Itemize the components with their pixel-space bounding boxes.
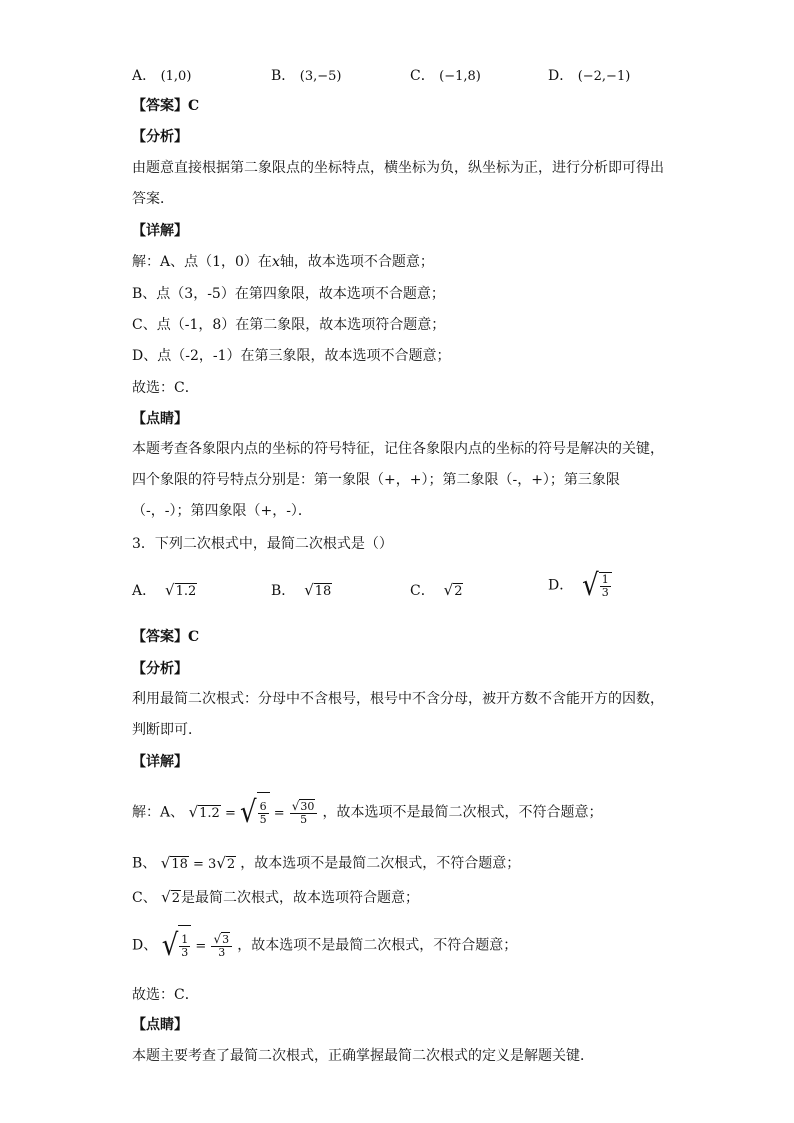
equation-c: √2 xyxy=(161,888,181,906)
detail-text: C、 xyxy=(132,890,157,906)
q2-analysis-text: 由题意直接根据第二象限点的坐标特点，横坐标为负，纵坐标为正，进行分析即可得出答案． xyxy=(132,160,664,207)
detail-text: ，故本选项不是最简二次根式，不符合题意； xyxy=(240,855,521,872)
q3-analysis-heading: 【分析】 xyxy=(132,661,188,677)
q2-detail-b: B、点（3，-5）在第四象限，故本选项不合题意； xyxy=(132,286,445,302)
denominator: 3 xyxy=(218,946,226,959)
q2-detail-d: D、点（-2，-1）在第三象限，故本选项不合题意； xyxy=(132,348,451,364)
q2-detail-a xyxy=(132,252,434,272)
q3-detail-b xyxy=(132,853,520,875)
option-letter: D． xyxy=(548,68,574,84)
q3-option-b xyxy=(271,580,332,602)
q3-option-c xyxy=(410,580,463,602)
option-letter: A． xyxy=(132,583,157,599)
q2-option-d xyxy=(548,66,630,87)
sqrt-expression: √2 xyxy=(443,581,463,599)
q3-detail-heading: 【详解】 xyxy=(132,754,188,770)
option-value: (−1,8) xyxy=(439,69,481,84)
q2-option-c xyxy=(410,66,481,87)
radicand: 1.2 xyxy=(199,806,220,821)
q3-comment-heading: 【点睛】 xyxy=(132,1017,188,1033)
denominator: 3 xyxy=(601,586,609,599)
detail-text: D、 xyxy=(132,937,158,954)
q2-option-b xyxy=(271,66,341,87)
numerator: 1 xyxy=(181,933,189,946)
radicand: 18 xyxy=(171,857,188,872)
sqrt-expression: √18 xyxy=(304,581,332,599)
q2-comment-text: 本题考查各象限内点的坐标的符号特征，记住各象限内点的坐标的符号是解决的关键，四个象限的符号特点分别是：第一象限（+，+）；第二象限（-，+）；第三象限（-，-）；第四象限（+，-）． xyxy=(132,441,664,519)
q2-detail-c: C、点（-1，8）在第二象限，故本选项符合题意； xyxy=(132,317,446,333)
option-letter: D． xyxy=(548,577,574,594)
radicand: 3 xyxy=(222,933,230,946)
sqrt-fraction: √ $\frac{1}{3}$ xyxy=(582,572,612,599)
option-value: (−2,−1) xyxy=(577,69,631,84)
q2-detail-heading: 【详解】 xyxy=(132,223,188,239)
detail-text: ，故本选项不是最简二次根式，不符合题意； xyxy=(322,804,603,821)
detail-text: B、 xyxy=(132,855,157,872)
detail-text: 轴，故本选项不合题意； xyxy=(279,254,434,270)
option-letter: B． xyxy=(271,583,296,599)
numerator: 6 xyxy=(259,800,267,813)
q3-analysis-text: 利用最简二次根式：分母中不含根号，根号中不含分母，被开方数不含能开方的因数，判断即可． xyxy=(132,691,664,738)
coefficient: 3 xyxy=(208,856,217,872)
radicand: 2 xyxy=(454,584,463,599)
q3-choose: 故选：C． xyxy=(132,987,199,1003)
q2-analysis-heading: 【分析】 xyxy=(132,129,188,145)
option-letter: B． xyxy=(271,68,296,84)
option-value: (3,−5) xyxy=(299,69,342,84)
numerator: 1 xyxy=(601,573,609,586)
denominator: 3 xyxy=(181,946,189,959)
q2-option-a xyxy=(132,66,191,87)
q3-detail-a xyxy=(132,792,603,834)
detail-text: 是最简二次根式，故本选项符合题意； xyxy=(181,890,420,906)
q3-detail-c xyxy=(132,887,419,909)
equation-d: √ $\frac{1}{3}$ = $\frac{√3}{3}$ xyxy=(162,939,238,954)
detail-text: 解：A、 xyxy=(132,804,185,821)
variable-x: x xyxy=(271,254,280,270)
q2-comment-heading: 【点睛】 xyxy=(132,411,188,427)
radicand: 2 xyxy=(226,857,236,872)
q2-answer: 【答案】C xyxy=(132,98,200,114)
q3-comment-text: 本题主要考查了最简二次根式，正确掌握最简二次根式的定义是解题关键． xyxy=(132,1048,594,1064)
option-letter: A． xyxy=(132,68,157,84)
radicand: 2 xyxy=(171,891,181,906)
denominator: 5 xyxy=(259,813,267,826)
option-letter: C． xyxy=(410,583,435,599)
equation-b: √18 = 3√2 xyxy=(160,854,236,872)
radicand: 18 xyxy=(314,584,332,599)
detail-text: ，故本选项不是最简二次根式，不符合题意； xyxy=(237,937,518,954)
q2-choose: 故选：C． xyxy=(132,380,199,396)
denominator: 5 xyxy=(300,813,308,826)
option-value: (1,0) xyxy=(160,69,192,84)
q3-stem: 3．下列二次根式中，最简二次根式是（） xyxy=(132,536,393,552)
q3-detail-d xyxy=(132,925,517,967)
detail-text: 解：A、点（1，0）在 xyxy=(132,254,272,270)
radicand: 30 xyxy=(300,800,315,813)
radicand: 1.2 xyxy=(175,584,197,599)
q3-option-d xyxy=(548,568,612,603)
equation-a: √1.2 = √ $\frac{6}{5}$ = $\frac{√30}{5}$ xyxy=(189,806,323,821)
option-letter: C． xyxy=(410,68,435,84)
q3-answer: 【答案】C xyxy=(132,629,200,645)
sqrt-expression: √1.2 xyxy=(165,581,197,599)
q3-option-a xyxy=(132,580,197,602)
